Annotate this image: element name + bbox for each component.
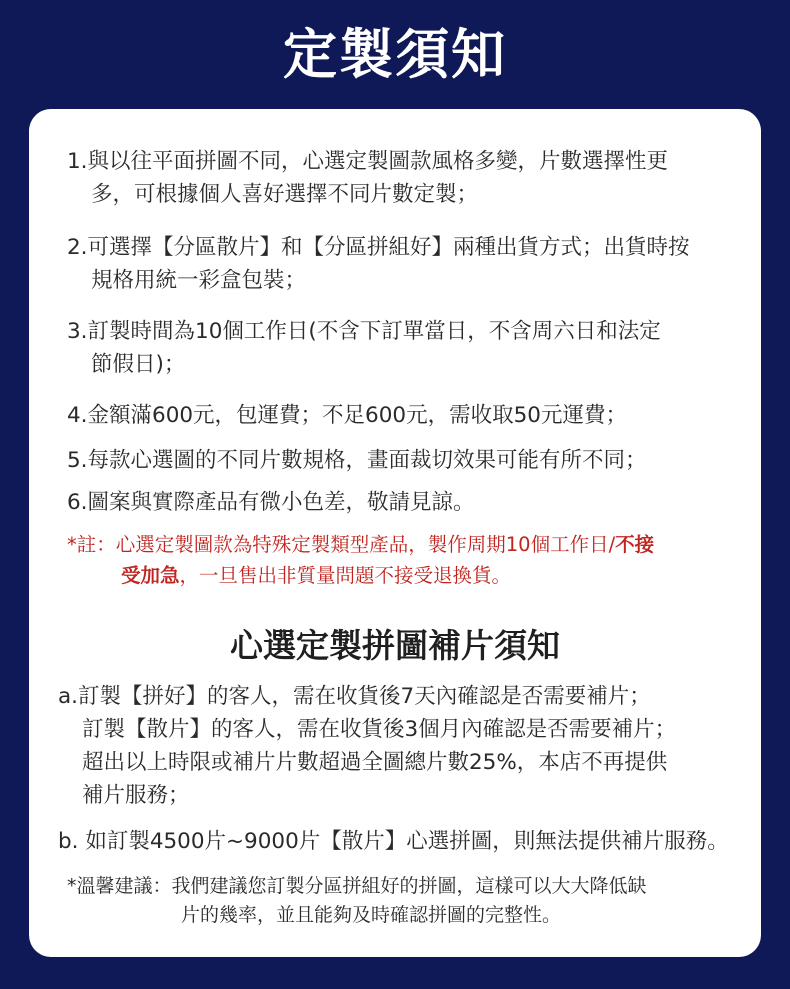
- notice-item-6: 6.圖案與實際產品有微小色差，敬請見諒。: [67, 490, 475, 515]
- notice-card: [29, 109, 761, 957]
- special-note-text-1: *註：心選定製圖款為特殊定製類型產品，製作周期10個工作日/: [67, 533, 616, 556]
- warm-tip: [67, 872, 647, 930]
- special-note-line-1: [67, 533, 654, 556]
- refill-item-a-line-2: 訂製【散片】的客人，需在收貨後3個月內確認是否需要補片；: [82, 717, 677, 742]
- notice-item-3: [67, 315, 661, 381]
- notice-item-4: 4.金額滿600元，包運費；不足600元，需收取50元運費；: [67, 403, 627, 428]
- page-title: 定製須知: [283, 23, 507, 86]
- warm-tip-line-2: 片的幾率，並且能夠及時確認拼圖的完整性。: [181, 904, 562, 926]
- refill-item-a-line-3: 超出以上時限或補片片數超過全圖總片數25%，本店不再提供: [82, 750, 668, 775]
- refill-item-a-line-1: a.訂製【拼好】的客人，需在收貨後7天內確認是否需要補片；: [58, 684, 651, 709]
- refill-item-a-line-4: 補片服務；: [82, 783, 190, 808]
- refill-item-a: [58, 680, 676, 812]
- notice-item-5: 5.每款心選圖的不同片數規格，畫面裁切效果可能有所不同；: [67, 448, 647, 473]
- special-note-emphasis-2: 受加急: [121, 564, 180, 587]
- notice-item-1: [67, 145, 668, 211]
- warm-tip-line-1: *溫馨建議：我們建議您訂製分區拼組好的拼圖，這樣可以大大降低缺: [67, 875, 647, 897]
- special-note-text-2: ，一旦售出非質量問題不接受退換貨。: [179, 564, 512, 587]
- notice-item-1-line-2: 多，可根據個人喜好選擇不同片數定製；: [91, 182, 479, 207]
- special-note: [67, 529, 654, 591]
- refill-section-title: 心選定製拼圖補片須知: [230, 626, 560, 665]
- special-note-emphasis-1: 不接: [615, 533, 655, 556]
- special-note-line-2: [67, 560, 654, 591]
- notice-item-1-line-1: 1.與以往平面拼圖不同，心選定製圖款風格多變，片數選擇性更: [67, 149, 669, 174]
- notice-item-2-line-1: 2.可選擇【分區散片】和【分區拼組好】兩種出貨方式；出貨時按: [67, 235, 690, 260]
- notice-item-2: [67, 231, 690, 297]
- notice-item-3-line-2: 節假日)；: [91, 352, 186, 377]
- refill-item-b: b. 如訂製4500片~9000片【散片】心選拼圖，則無法提供補片服務。: [58, 829, 729, 854]
- notice-item-2-line-2: 規格用統一彩盒包裝；: [91, 268, 307, 293]
- notice-item-3-line-1: 3.訂製時間為10個工作日(不含下訂單當日，不含周六日和法定: [67, 319, 661, 344]
